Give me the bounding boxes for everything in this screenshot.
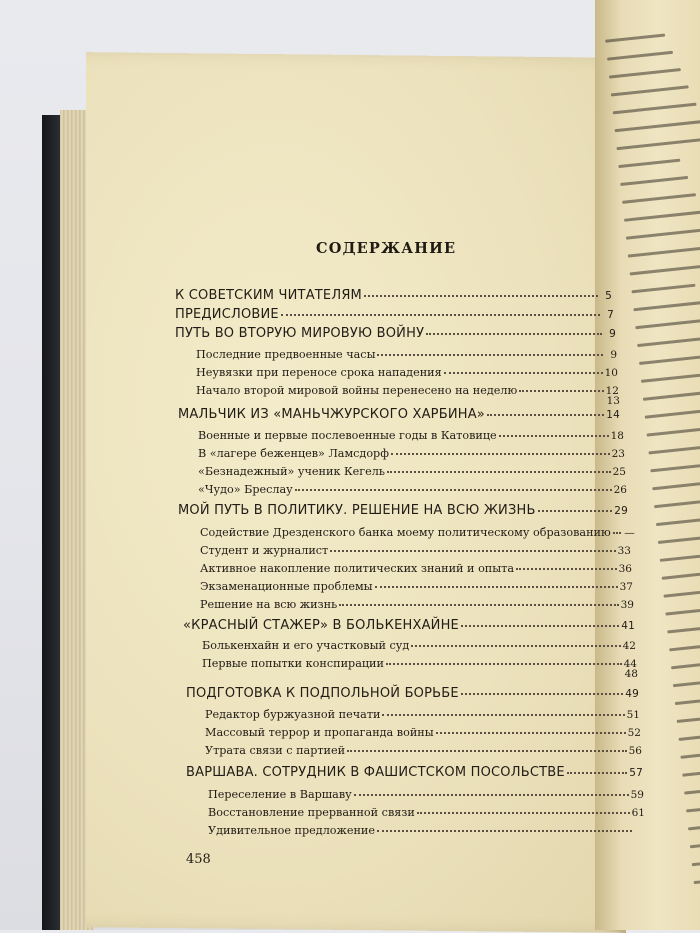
entry-page-number: 49 <box>625 688 639 700</box>
section-entry <box>205 742 642 760</box>
entry-title: В «лагере беженцев» Ламсдорф <box>198 447 389 460</box>
dot-leader <box>391 443 610 455</box>
dot-leader <box>411 635 620 647</box>
chapter-entry <box>183 617 635 635</box>
entry-title: ВАРШАВА. СОТРУДНИК В ФАШИСТСКОМ ПОСОЛЬСТВЕ <box>186 765 565 780</box>
chapter-entry <box>175 287 612 305</box>
entry-title: Удивительное предложение <box>208 824 375 837</box>
entry-page-number: 52 <box>627 727 641 739</box>
entry-title: Массовый террор и пропаганда войны <box>205 726 434 739</box>
entry-title: Первые попытки конспирации <box>202 657 384 670</box>
dot-leader <box>377 344 603 356</box>
entry-page-number: 44 <box>623 658 637 670</box>
entry-page-number: 9 <box>610 349 617 361</box>
dot-leader <box>364 285 598 297</box>
entry-page-number: 14 <box>606 409 620 421</box>
entry-title: «Безнадежный» ученик Кегель <box>198 465 385 478</box>
section-entry <box>202 665 638 683</box>
entry-title: Утрата связи с партией <box>205 744 346 757</box>
page-number: 458 <box>186 852 211 867</box>
page-title: СОДЕРЖАНИЕ <box>316 240 457 257</box>
entry-title: МОЙ ПУТЬ В ПОЛИТИКУ. РЕШЕНИЕ НА ВСЮ ЖИЗНЬ <box>178 503 536 518</box>
entry-page-number: 42 <box>622 640 636 652</box>
dot-leader <box>377 820 632 832</box>
entry-title: Болькенхайн и его участковый суд <box>202 639 410 652</box>
dot-leader <box>382 704 624 716</box>
dot-leader <box>347 740 627 752</box>
entry-page-number: 33 <box>617 545 631 557</box>
entry-page-number: 51 <box>626 709 640 721</box>
entry-title: Последние предвоенные часы <box>196 348 376 361</box>
entry-title: Начало второй мировой войны перенесено на неделю <box>196 384 518 397</box>
chapter-entry <box>175 306 614 324</box>
section-entry <box>208 822 646 840</box>
dot-leader <box>281 304 600 316</box>
entry-page-number: — <box>624 527 635 539</box>
entry-page-number: 36 <box>618 563 632 575</box>
entry-page-number: 10 <box>604 367 618 379</box>
dot-leader <box>426 323 602 335</box>
entry-title: «Чудо» Бреслау <box>198 483 293 496</box>
entry-title: Активное накопление политических знаний и опыта <box>200 562 515 575</box>
entry-page-number: 7 <box>607 309 614 321</box>
dot-leader <box>375 576 618 588</box>
chapter-entry <box>178 406 620 424</box>
entry-page-number: 41 <box>621 620 635 632</box>
entry-page-number: 39 <box>620 599 634 611</box>
entry-title: Неувязки при переносе срока нападения <box>196 366 442 379</box>
entry-title: Экзаменационные проблемы <box>200 580 373 593</box>
dot-leader <box>330 540 615 552</box>
dot-leader <box>295 479 612 491</box>
dot-leader <box>461 683 623 695</box>
section-entry <box>198 481 627 499</box>
chapter-entry <box>175 325 616 343</box>
entry-title: Содействие Дрезденского банка моему политическому образованию <box>200 526 611 539</box>
dot-leader <box>487 404 604 416</box>
entry-page-number: 23 <box>611 448 625 460</box>
dot-leader <box>339 594 618 606</box>
dot-leader <box>519 380 603 392</box>
dot-leader <box>436 722 626 734</box>
entry-page-number: 13 <box>606 395 620 407</box>
entry-title: ПОДГОТОВКА К ПОДПОЛЬНОЙ БОРЬБЕ <box>186 686 459 701</box>
dot-leader <box>613 522 621 534</box>
dot-leader <box>444 362 603 374</box>
entry-page-number: 57 <box>629 767 643 779</box>
entry-title: Редактор буржуазной печати <box>205 708 381 721</box>
entry-page-number: 56 <box>628 745 642 757</box>
dot-leader <box>516 558 617 570</box>
chapter-entry <box>186 764 643 782</box>
entry-page-number: 48 <box>624 668 638 680</box>
dot-leader <box>461 615 619 627</box>
entry-title: ПРЕДИСЛОВИЕ <box>175 307 279 322</box>
entry-title: «КРАСНЫЙ СТАЖЕР» В БОЛЬКЕНХАЙНЕ <box>183 618 459 633</box>
entry-page-number: 9 <box>609 328 616 340</box>
chapter-entry <box>186 685 639 703</box>
dot-leader <box>499 425 609 437</box>
entry-page-number: 5 <box>605 290 612 302</box>
entry-title: Решение на всю жизнь <box>200 598 338 611</box>
entry-page-number: 37 <box>619 581 633 593</box>
dot-leader <box>417 802 630 814</box>
entry-page-number: 29 <box>614 505 628 517</box>
entry-page-number: 26 <box>613 484 627 496</box>
entry-title: МАЛЬЧИК ИЗ «МАНЬЧЖУРСКОГО ХАРБИНА» <box>178 407 485 422</box>
entry-title: Переселение в Варшаву <box>208 788 352 801</box>
entry-title: Военные и первые послевоенные годы в Катовице <box>198 429 497 442</box>
entry-page-number: 59 <box>630 789 644 801</box>
entry-page-number: 25 <box>612 466 626 478</box>
entry-title: К СОВЕТСКИМ ЧИТАТЕЛЯМ <box>175 288 362 303</box>
chapter-entry <box>178 502 628 520</box>
entry-page-number: 61 <box>631 807 645 819</box>
entry-title: Студент и журналист <box>200 544 329 557</box>
entry-title: Восстановление прерванной связи <box>208 806 415 819</box>
dot-leader <box>387 461 611 473</box>
dot-leader <box>386 653 622 665</box>
section-entry <box>200 596 634 614</box>
dot-leader <box>538 500 613 512</box>
dot-leader <box>567 762 627 774</box>
entry-page-number: 18 <box>610 430 624 442</box>
dot-leader <box>354 784 629 796</box>
entry-title: ПУТЬ ВО ВТОРУЮ МИРОВУЮ ВОЙНУ <box>175 326 425 341</box>
entry-page-number: 12 <box>605 385 619 397</box>
